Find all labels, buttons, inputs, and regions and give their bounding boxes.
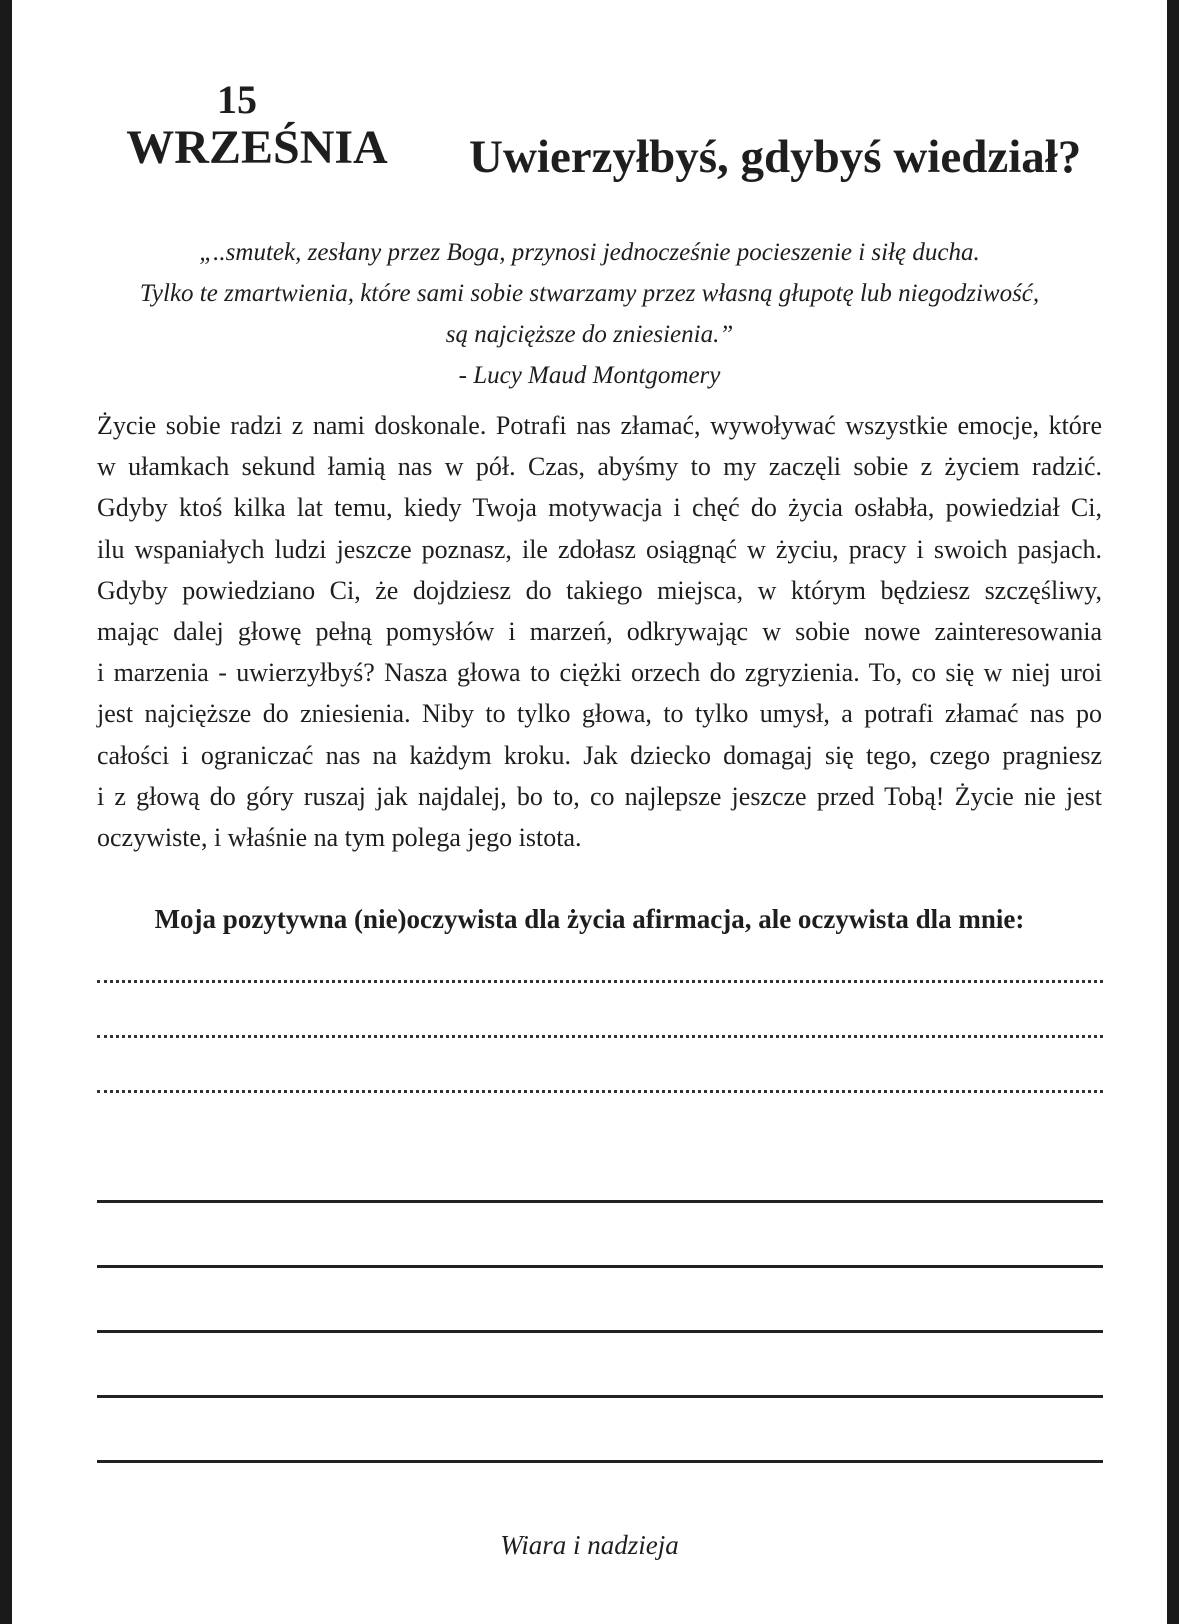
solid-writing-line-2[interactable]	[97, 1265, 1103, 1268]
quote-line: są najcięższe do zniesienia.”	[445, 321, 734, 348]
solid-writing-line-4[interactable]	[97, 1395, 1103, 1398]
page-title: Uwierzyłbyś, gdybyś wiedział?	[469, 131, 1082, 183]
date-block	[122, 77, 392, 174]
body-line: i z głową do góry ruszaj jak najdalej, bo to, co najlepsze jeszcze przed Tobą! Życie nie jest	[97, 781, 1102, 811]
dotted-writing-line-3[interactable]	[97, 1090, 1103, 1093]
date-month: WRZEŚNIA	[126, 121, 388, 174]
affirmation-heading: Moja pozytywna (nie)oczywista dla życia afirmacja, ale oczywista dla mnie:	[154, 904, 1025, 934]
body-line: Życie sobie radzi z nami doskonale. Potrafi nas złamać, wywoływać wszystkie emocje, które	[97, 411, 1102, 440]
body-line: Gdyby ktoś kilka lat temu, kiedy Twoja motywacja i chęć do życia osłabła, powiedział Ci,	[97, 493, 1102, 523]
body-line: i marzenia - uwierzyłbyś? Nasza głowa to ciężki orzech do zgryzienia. To, co się w niej uroi	[97, 658, 1102, 688]
quote-line: Tylko te zmartwienia, które sami sobie stwarzamy przez własną głupotę lub niegodziwość,	[139, 280, 1040, 307]
body-line: mając dalej głowę pełną pomysłów i marzeń, odkrywając w sobie nowe zainteresowania	[97, 617, 1102, 647]
dotted-writing-line-1[interactable]	[97, 980, 1103, 983]
body-line: jest najcięższe do zniesienia. Niby to tylko głowa, to tylko umysł, a potrafi złamać nas po	[97, 699, 1102, 729]
body-line: całości i ograniczać nas na każdym kroku. Jak dziecko domagaj się tego, czego pragniesz	[97, 740, 1102, 770]
solid-writing-line-3[interactable]	[97, 1330, 1103, 1333]
quote-author: - Lucy Maud Montgomery	[458, 362, 721, 389]
body-line: ilu wspaniałych ludzi jeszcze poznasz, ile zdołasz osiągnąć w życiu, pracy i swoich pasjach.	[97, 534, 1102, 564]
solid-writing-line-1[interactable]	[97, 1200, 1103, 1203]
epigraph-quote	[82, 232, 1097, 396]
body-line: w ułamkach sekund łamią nas w pół. Czas, abyśmy to my zaczęli sobie z życiem radzić.	[97, 452, 1102, 482]
page-footer: Wiara i nadzieja	[500, 1530, 679, 1560]
solid-writing-line-5[interactable]	[97, 1460, 1103, 1463]
book-page	[12, 0, 1167, 1624]
body-line: oczywiste, i właśnie na tym polega jego istota.	[97, 823, 582, 853]
date-day: 15	[217, 77, 257, 122]
body-line: Gdyby powiedziano Ci, że dojdziesz do takiego miejsca, w którym będziesz szczęśliwy,	[97, 575, 1102, 605]
dotted-writing-line-2[interactable]	[97, 1035, 1103, 1038]
body-paragraph	[97, 405, 1102, 858]
quote-line: „..smutek, zesłany przez Boga, przynosi jednocześnie pocieszenie i siłę ducha.	[199, 239, 980, 266]
